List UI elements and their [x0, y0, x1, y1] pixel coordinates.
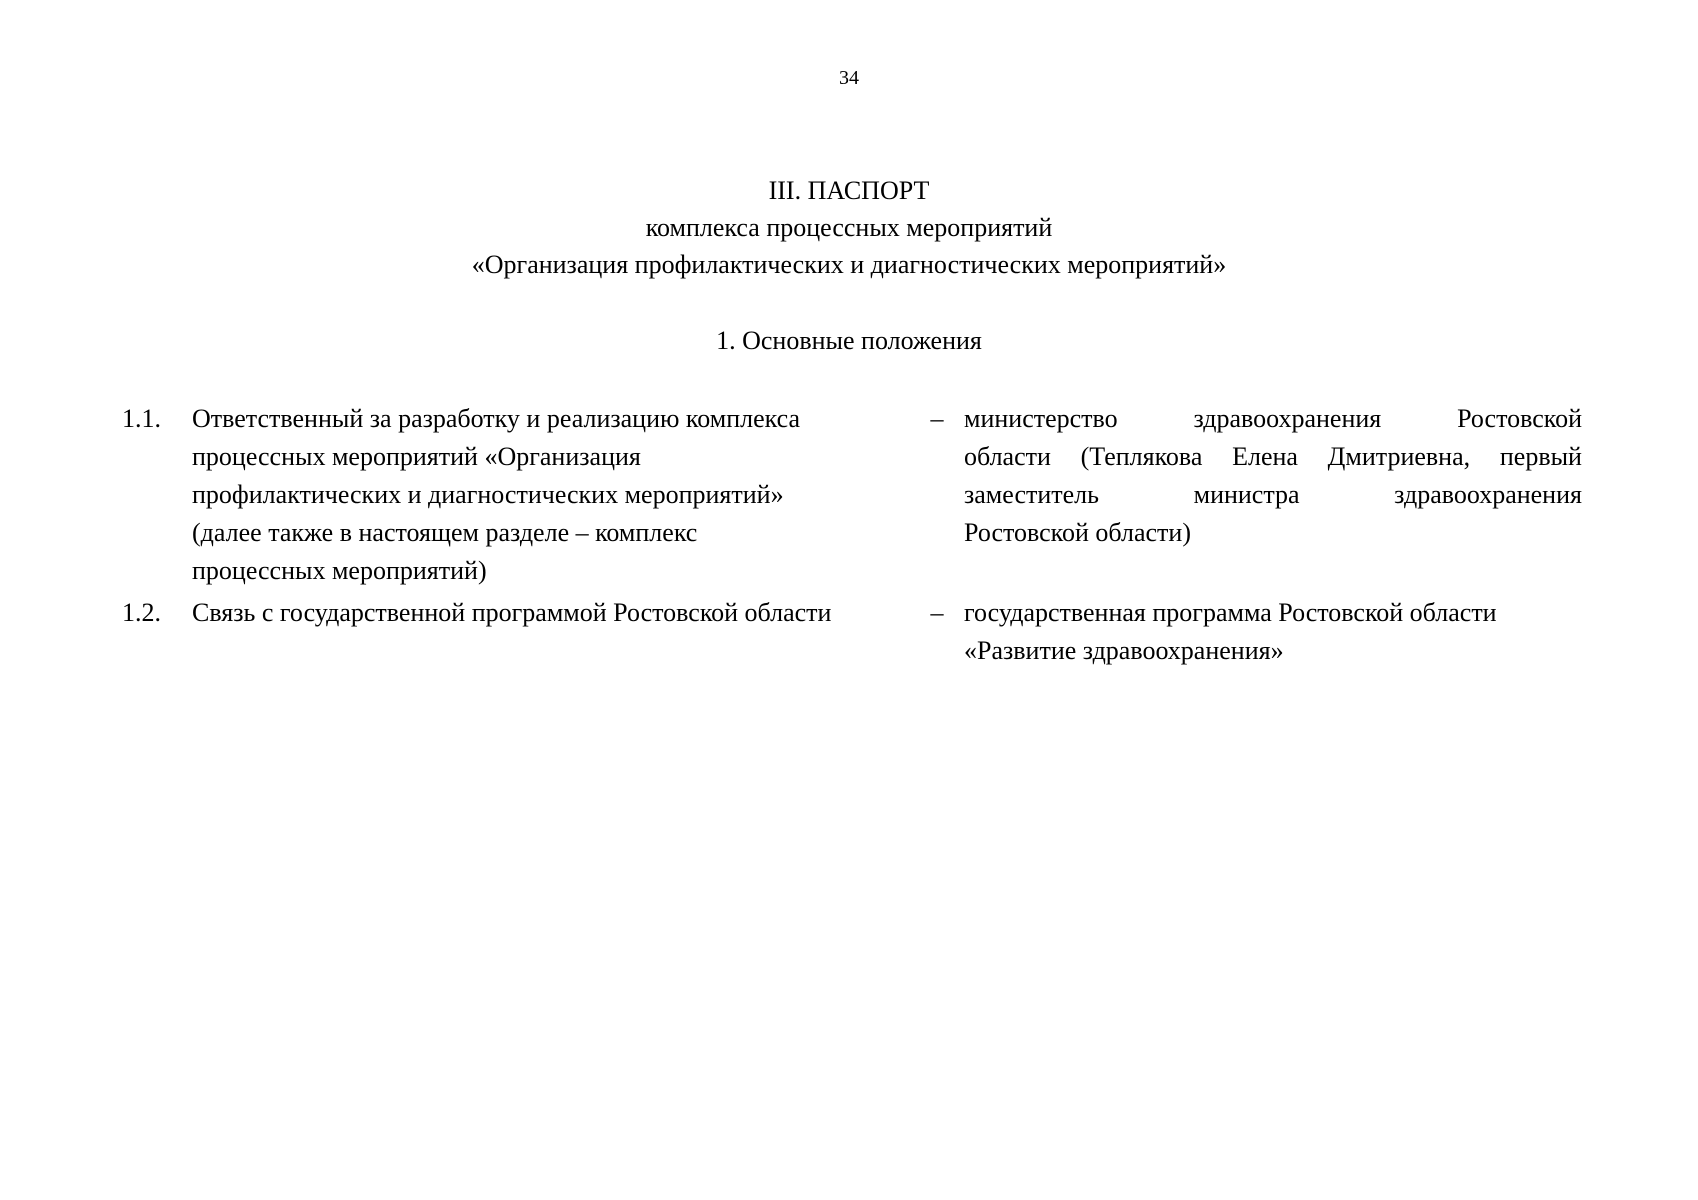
value-line	[964, 514, 1582, 552]
row-dash: –	[930, 404, 944, 433]
label-line: профилактических и диагностических мероприятий»	[192, 480, 784, 509]
section-title: 1. Основные положения	[716, 326, 982, 355]
provision-row-1-1	[122, 400, 1582, 590]
row-value	[964, 594, 1582, 670]
value-word: Дмитриевна,	[1327, 442, 1471, 471]
row-dash: –	[930, 598, 944, 627]
provisions-table	[122, 400, 1582, 665]
value-word: Ростовской	[1457, 404, 1582, 433]
page-number: 34	[839, 67, 859, 89]
label-line: процессных мероприятий)	[192, 556, 487, 585]
value-word: здравоохранения	[1394, 480, 1582, 509]
row-number: 1.1.	[122, 404, 161, 433]
value-line	[964, 438, 1582, 476]
value-word: Елена	[1232, 442, 1298, 471]
value-word: (Теплякова	[1080, 442, 1203, 471]
value-word: Ростовской области)	[964, 518, 1191, 547]
provision-row-1-2	[122, 594, 1582, 665]
row-label	[192, 594, 892, 632]
value-line	[964, 632, 1582, 670]
label-line: (далее также в настоящем разделе – комплекс	[192, 518, 698, 547]
value-word: заместитель	[964, 480, 1100, 509]
label-line: Ответственный за разработку и реализацию комплекса	[192, 404, 801, 433]
row-number: 1.2.	[122, 598, 161, 627]
value-word: министра	[1193, 480, 1300, 509]
value-line	[964, 476, 1582, 514]
passport-heading	[0, 172, 1698, 283]
row-value	[964, 400, 1582, 552]
heading-complex-name: «Организация профилактических и диагностических мероприятий»	[471, 250, 1227, 279]
value-word: первый	[1499, 442, 1582, 471]
value-word: министерство	[964, 404, 1118, 433]
row-label	[192, 400, 892, 590]
value-line	[964, 594, 1582, 632]
value-word: здравоохранения	[1193, 404, 1382, 433]
value-word: области	[964, 442, 1051, 471]
label-line: процессных мероприятий «Организация	[192, 442, 641, 471]
heading-subtitle: комплекса процессных мероприятий	[645, 213, 1053, 242]
label-line: Связь с государственной программой Ростовской области	[192, 598, 832, 627]
value-word: государственная программа Ростовской области	[964, 598, 1497, 627]
value-word: «Развитие здравоохранения»	[964, 636, 1284, 665]
heading-title: III. ПАСПОРТ	[768, 176, 930, 205]
value-line	[964, 400, 1582, 438]
